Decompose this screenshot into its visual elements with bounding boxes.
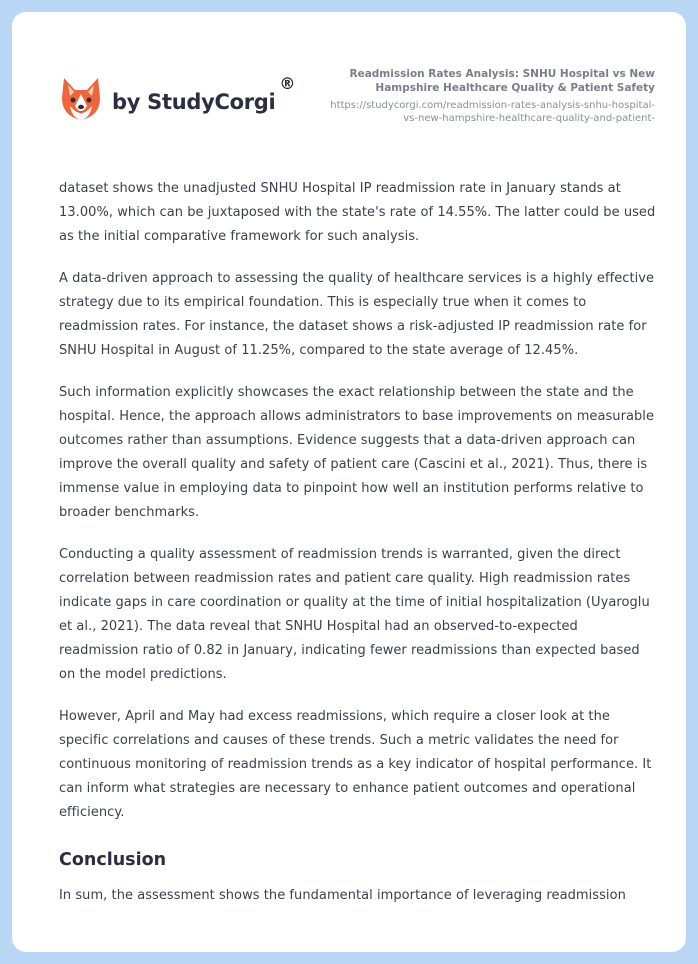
body-paragraph: Conducting a quality assessment of readmission trends is warranted, given the direct correlation between readmission rates and patient care quality. High readmission rates indicate gaps in care coordination or quality at the time of initial hospitalization (Uyaroglu et al., 2021). The data reveal that SNHU Hospital had an observed-to-expected readmission ratio of 0.82 in January, indicating fewer readmissions than expected based on the model predictions. — [59, 547, 650, 682]
page-header — [12, 12, 686, 162]
body-paragraph: However, April and May had excess readmissions, which require a closer look at the specific correlations and causes of these trends. Such a metric validates the need for continuous monitoring of readmission trends as a key indicator of hospital performance. It can inform what strategies are necessary to enhance patient outcomes and operational efficiency. — [59, 709, 652, 820]
document-page — [12, 12, 686, 952]
document-url[interactable]: https://studycorgi.com/readmission-rates-analysis-snhu-hospital-vs-new-hampshire-healthcare-quality-and-patient- — [330, 100, 655, 124]
registered-mark: ® — [279, 74, 296, 93]
body-paragraph: dataset shows the unadjusted SNHU Hospital IP readmission rate in January stands at 13.00%, which can be juxtaposed with the state's rate of 14.55%. The latter could be used as the initial comparative framework for such analysis. — [59, 181, 656, 244]
document-meta — [325, 67, 655, 125]
conclusion-paragraph: In sum, the assessment shows the fundamental importance of leveraging readmission — [59, 888, 626, 903]
body-paragraph: A data-driven approach to assessing the quality of healthcare services is a highly effective strategy due to its empirical foundation. This is especially true when it comes to readmission rates. For instance, the dataset shows a risk-adjusted IP readmission rate for SNHU Hospital in August of 11.25%, compared to the state average of 12.45%. — [59, 271, 655, 358]
brand-name: by StudyCorgi — [112, 90, 276, 114]
body-paragraph: Such information explicitly showcases the exact relationship between the state and the hospital. Hence, the approach allows administrators to base improvements on measurable outcomes rather than assumptions. Evidence suggests that a data-driven approach can improve the overall quality and safety of patient care (Cascini et al., 2021). Thus, there is immense value in employing data to pinpoint how well an institution performs relative to broader benchmarks. — [59, 385, 655, 520]
document-title: Readmission Rates Analysis: SNHU Hospital vs New Hampshire Healthcare Quality & Patient Safety — [349, 68, 655, 94]
studycorgi-logo[interactable] — [60, 76, 295, 122]
corgi-logo-icon — [60, 76, 102, 122]
conclusion-heading: Conclusion — [59, 850, 167, 870]
document-body — [59, 177, 659, 926]
